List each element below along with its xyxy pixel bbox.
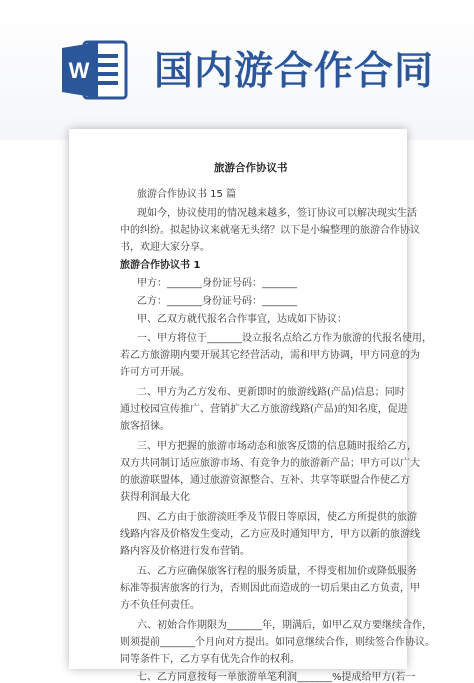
word-document-icon — [62, 36, 128, 102]
clause-line: 一、甲方将位于_______设立报名点给乙方作为旅游的代报名使用， — [137, 333, 432, 344]
banner-title: 国内游合作合同 — [154, 48, 435, 94]
svg-text:W: W — [68, 58, 90, 83]
clause-line: 三、甲方把握的旅游市场动态和旅客反馈的信息随时报给乙方， — [137, 441, 417, 452]
agreement-intro: 甲、乙双方就代报名合作事宜，达成如下协议： — [137, 314, 347, 325]
clause-line: 同等条件下，乙方享有优先合作的权利。 — [120, 654, 300, 665]
clause-line: 获得利润最大化 — [120, 492, 190, 503]
clause-line: 路内容及价格进行发布营销。 — [120, 546, 250, 557]
party-a-line: 甲方：_______身份证号码：_______ — [137, 278, 297, 289]
clause-line: 的旅游联盟体，通过旅游资源整合、互补、共享等联盟合作使乙方 — [120, 475, 410, 486]
document-title: 旅游合作协议书 — [214, 162, 288, 174]
clause-line: 线路内容及价格发生变动，乙方应及时通知甲方，甲方以新的旅游线 — [120, 529, 420, 540]
clause-line: 则须提前_______个月向对方提出。如同意继续合作，则续签合作协议。 — [120, 637, 435, 648]
clause-line: 双方共同制订适应旅游市场、有竞争力的旅游新产品；甲方可以广大 — [120, 458, 420, 469]
clause-line: 旅客招徕。 — [120, 421, 170, 432]
clause-line: 六、初始合作期限为_______年，期满后，如甲乙双方要继续合作， — [137, 620, 432, 631]
party-b-line: 乙方：_______身份证号码：_______ — [137, 296, 297, 307]
clause-line: 通过校园宣传推广、营销扩大乙方旅游线路(产品)的知名度，促进 — [120, 404, 408, 415]
document-subtitle: 旅游合作协议书 15 篇 — [137, 189, 237, 200]
clause-line: 四、乙方由于旅游淡旺季及节假日等原因，使乙方所提供的旅游 — [137, 512, 417, 523]
clause-line: 二、甲方为乙方发布、更新即时的旅游线路(产品)信息；同时 — [137, 387, 405, 398]
clause-line: 若乙方旅游期内要开展其它经营活动，需和甲方协调，甲方同意的为 — [120, 350, 420, 361]
clause-line: 方不负任何责任。 — [120, 600, 200, 611]
clause-line: 许可方可开展。 — [120, 367, 190, 378]
clause-line: 七、乙方同意按每一单旅游单笔利润_______%提成给甲方(若一 — [137, 672, 416, 683]
clause-line: 五、乙方应确保旅客行程的服务质量，不得变相加价或降低服务 — [137, 566, 417, 577]
intro-line: 现如今，协议使用的情况越来越多，签订协议可以解决现实生活 — [137, 208, 417, 219]
section-heading: 旅游合作协议书 1 — [120, 260, 201, 271]
clause-line: 标准等损害旅客的行为，否则因此而造成的一切后果由乙方负责，甲 — [120, 583, 420, 594]
intro-line: 中的纠纷。拟起协议来就毫无头绪？以下是小编整理的旅游合作协议 — [120, 225, 420, 236]
intro-line: 书，欢迎大家分享。 — [120, 242, 210, 253]
